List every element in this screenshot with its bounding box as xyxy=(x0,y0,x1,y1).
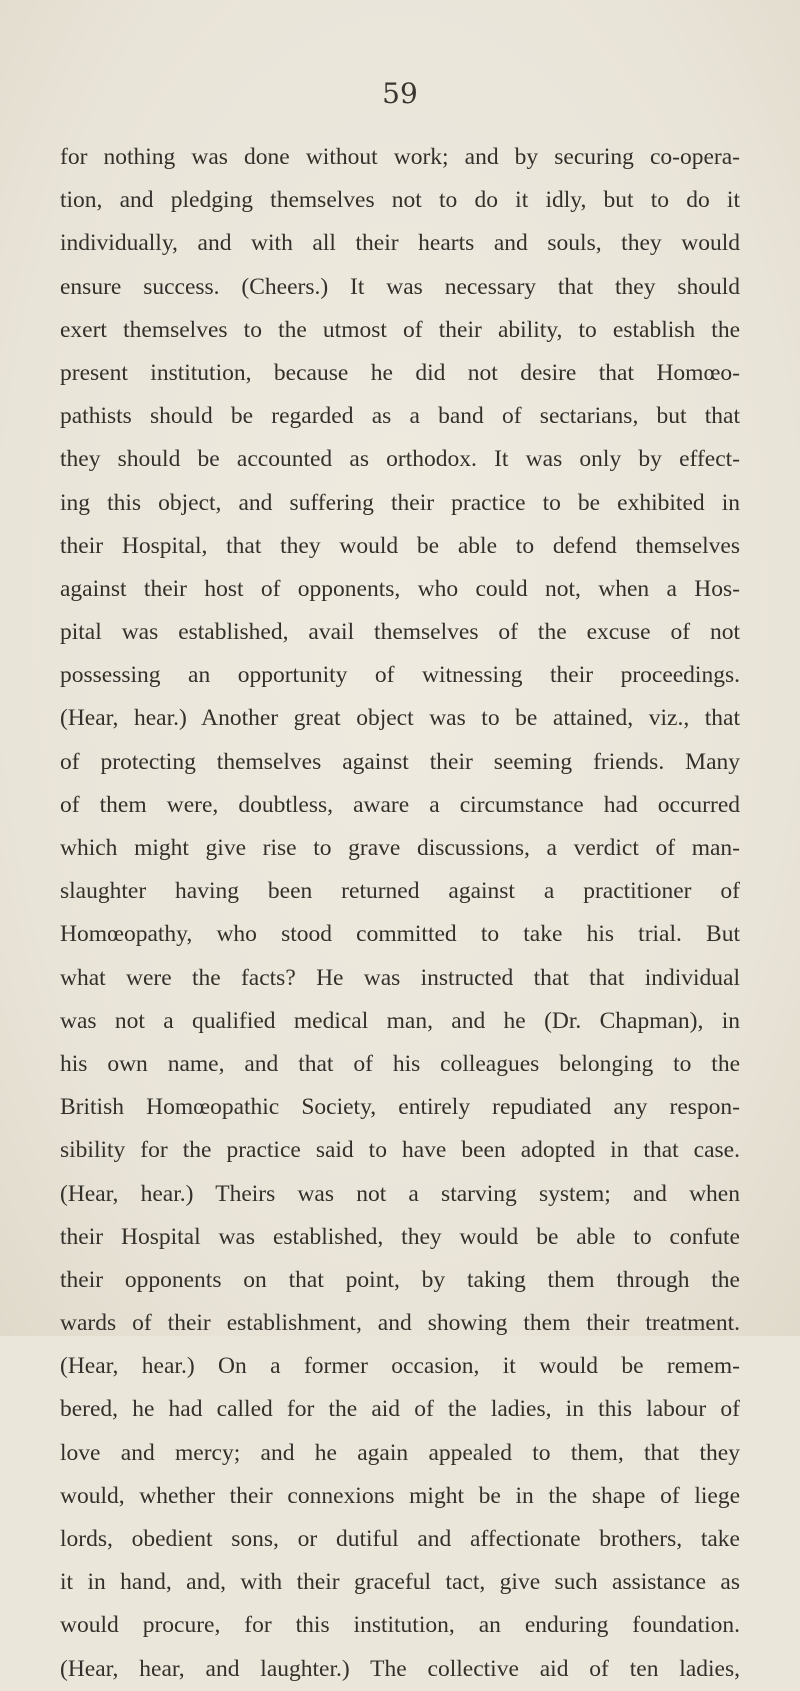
text-line: exert themselves to the utmost of their ability, to establish the xyxy=(60,316,740,343)
text-line: their Hospital, that they would be able to defend themselves xyxy=(60,532,740,559)
text-line: Homœopathy, who stood committed to take his trial. But xyxy=(60,921,740,948)
text-line: (Hear, hear, and laughter.) The collective aid of ten ladies, xyxy=(60,1655,740,1682)
text-line: against their host of opponents, who could not, when a Hos- xyxy=(60,575,740,602)
text-line: his own name, and that of his colleagues belonging to the xyxy=(60,1050,740,1077)
text-line: would, whether their connexions might be in the shape of liege xyxy=(60,1482,740,1509)
text-line: tion, and pledging themselves not to do it idly, but to do it xyxy=(60,187,740,214)
text-line: they should be accounted as orthodox. It was only by effect- xyxy=(60,446,740,473)
text-line: would procure, for this institution, an enduring foundation. xyxy=(60,1612,740,1639)
text-line: of them were, doubtless, aware a circumstance had occurred xyxy=(60,791,740,818)
text-line: love and mercy; and he again appealed to them, that they xyxy=(60,1439,740,1466)
text-line: present institution, because he did not desire that Homœo- xyxy=(60,359,740,386)
text-line: wards of their establishment, and showing them their treatment. xyxy=(60,1310,740,1337)
text-line: possessing an opportunity of witnessing their proceedings. xyxy=(60,662,740,689)
text-line: ing this object, and suffering their practice to be exhibited in xyxy=(60,489,740,516)
text-line: bered, he had called for the aid of the ladies, in this labour of xyxy=(60,1396,740,1423)
text-line: sibility for the practice said to have been adopted in that case. xyxy=(60,1137,740,1164)
text-line: slaughter having been returned against a practitioner of xyxy=(60,878,740,905)
text-line: for nothing was done without work; and by securing co-opera- xyxy=(60,144,740,170)
text-line: which might give rise to grave discussions, a verdict of man- xyxy=(60,835,740,861)
text-line: (Hear, hear.) On a former occasion, it would be remem- xyxy=(60,1353,740,1380)
text-line: their Hospital was established, they would be able to confute xyxy=(60,1223,740,1250)
text-line: pital was established, avail themselves of the excuse of not xyxy=(60,619,740,646)
text-line: it in hand, and, with their graceful tact, give such assistance as xyxy=(60,1569,740,1596)
text-line: was not a qualified medical man, and he (Dr. Chapman), in xyxy=(60,1007,740,1034)
text-line: ensure success. (Cheers.) It was necessary that they should xyxy=(60,273,740,300)
text-line: British Homœopathic Society, entirely repudiated any respon- xyxy=(60,1094,740,1121)
text-line: lords, obedient sons, or dutiful and affectionate brothers, take xyxy=(60,1526,740,1552)
page-number: 59 xyxy=(382,77,418,110)
text-line: pathists should be regarded as a band of sectarians, but that xyxy=(60,403,740,430)
text-line: their opponents on that point, by taking them through the xyxy=(60,1266,740,1293)
text-line: individually, and with all their hearts and souls, they would xyxy=(60,230,740,257)
body-text xyxy=(60,136,740,1691)
text-line: (Hear, hear.) Another great object was to be attained, viz., that xyxy=(60,705,740,732)
text-line: (Hear, hear.) Theirs was not a starving system; and when xyxy=(60,1180,740,1207)
text-line: what were the facts? He was instructed that that individual xyxy=(60,964,740,991)
text-line: of protecting themselves against their seeming friends. Many xyxy=(60,748,740,775)
